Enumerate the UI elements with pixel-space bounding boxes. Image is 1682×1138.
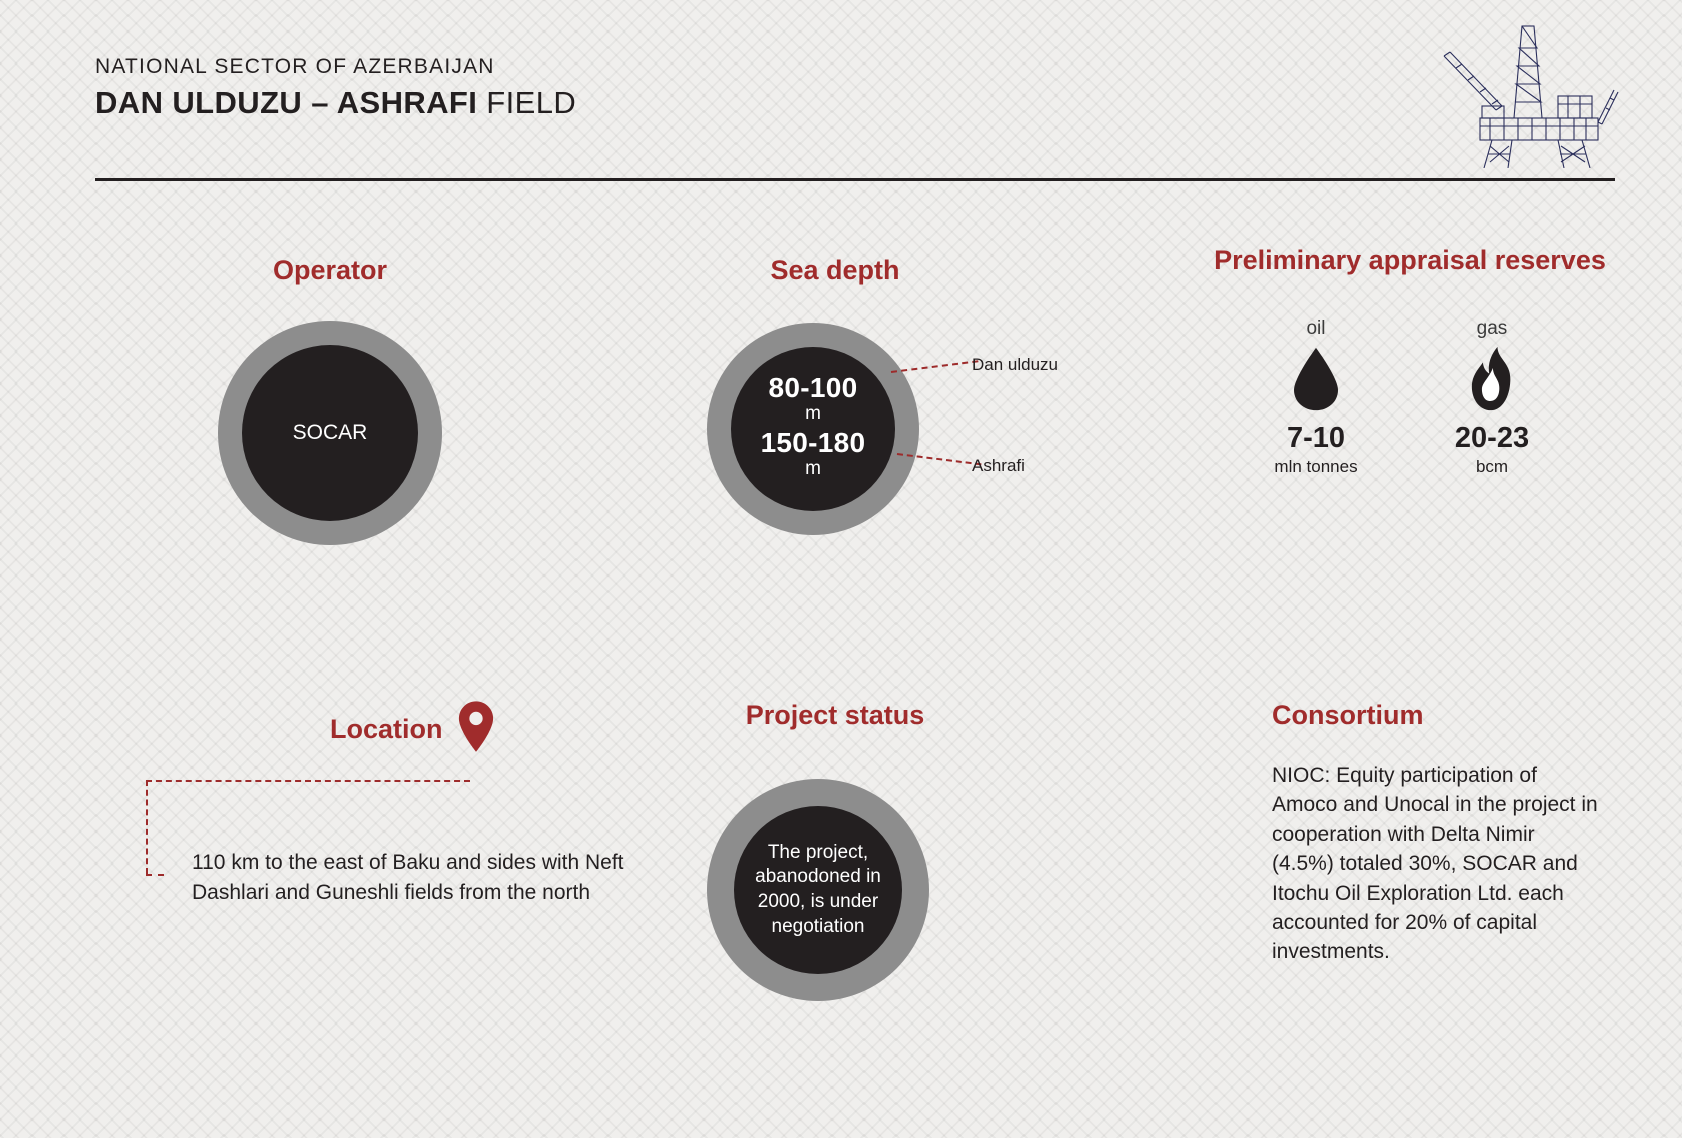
sea-depth-label-2: Ashrafi — [972, 456, 1025, 476]
map-pin-icon — [457, 700, 495, 759]
header — [95, 55, 1595, 121]
reserves-item-oil — [1256, 318, 1376, 477]
project-status-text: The project, abanodoned in 2000, is under negotiation — [734, 806, 902, 974]
sea-depth-unit-1: m — [805, 403, 821, 425]
sea-depth-unit-2: m — [805, 458, 821, 480]
header-supertitle: NATIONAL SECTOR OF AZERBAIJAN — [95, 55, 495, 78]
operator-title: Operator — [272, 255, 388, 285]
oil-drop-icon — [1256, 346, 1376, 412]
reserves-gas-label: gas — [1476, 318, 1508, 340]
reserves-gas-unit: bcm — [1475, 457, 1509, 477]
oil-rig-icon — [1372, 18, 1622, 168]
reserves-oil-label: oil — [1306, 318, 1326, 340]
reserves-gas-value: 20-23 — [1454, 422, 1530, 455]
header-divider — [95, 178, 1615, 181]
reserves-items — [1210, 318, 1610, 477]
project-status-donut — [707, 779, 929, 1001]
reserves-oil-unit: mln tonnes — [1274, 457, 1358, 477]
project-status-section — [625, 700, 1045, 1001]
sea-depth-value-2: 150-180 — [760, 427, 866, 459]
sea-depth-donut — [707, 323, 1059, 535]
location-text: 110 km to the east of Baku and sides with Neft Dashlari and Guneshli fields from the north — [192, 851, 624, 905]
operator-donut — [218, 321, 442, 545]
reserves-item-gas — [1432, 318, 1552, 477]
consortium-text: NIOC: Equity participation of Amoco and Unocal in the project in cooperation with Delta Nimir (4.5%) totaled 30%, SOCAR and Itochu Oil Exploration Ltd. each accounted for 20% of capital investments. — [1272, 764, 1598, 964]
page-title-bold: DAN ULDUZU – ASHRAFI — [95, 85, 478, 120]
leader-line-ashrafi — [897, 453, 982, 465]
sea-depth-value-1: 80-100 — [768, 372, 858, 404]
location-title: Location — [330, 714, 443, 744]
sea-depth-section — [625, 255, 1059, 535]
leader-line-dan-ulduzu — [891, 360, 979, 373]
sea-depth-label-1: Dan ulduzu — [972, 355, 1059, 375]
page-title — [95, 85, 1595, 121]
reserves-oil-value: 7-10 — [1286, 422, 1346, 455]
sea-depth-title: Sea depth — [770, 255, 900, 285]
gas-flame-icon — [1432, 346, 1552, 412]
consortium-section — [1272, 700, 1602, 967]
reserves-section — [1210, 245, 1610, 477]
sea-depth-values — [731, 347, 895, 511]
operator-value: SOCAR — [242, 345, 418, 521]
consortium-title: Consortium — [1272, 700, 1424, 730]
page-title-light: FIELD — [477, 85, 577, 120]
operator-section — [120, 255, 540, 545]
reserves-title: Preliminary appraisal reserves — [1214, 245, 1606, 275]
project-status-title: Project status — [745, 700, 925, 730]
